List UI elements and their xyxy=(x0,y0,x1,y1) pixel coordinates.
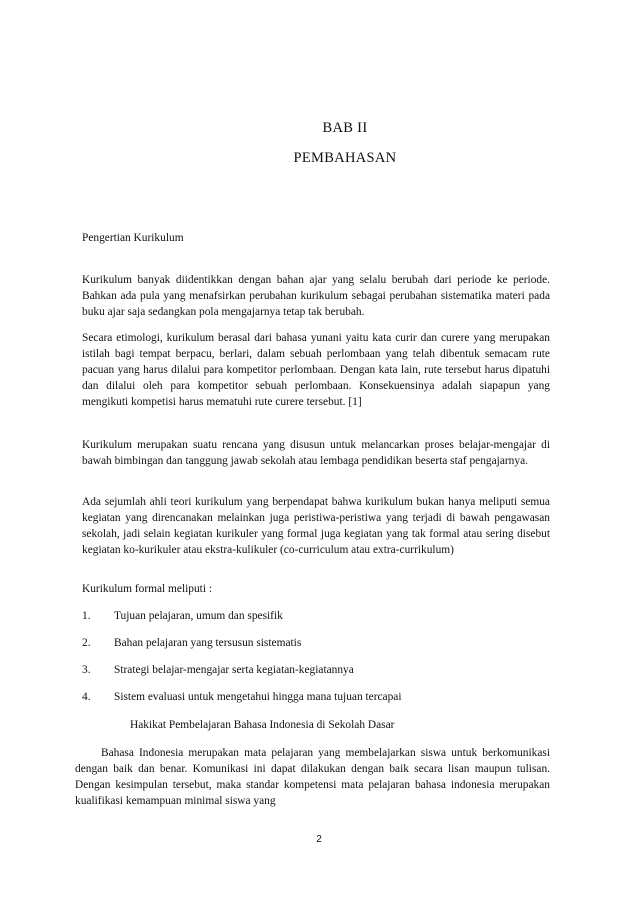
list-item-text: Strategi belajar-mengajar serta kegiatan-kegiatannya xyxy=(114,664,354,676)
list-item-number: 1. xyxy=(82,610,91,622)
list-item-number: 2. xyxy=(82,637,91,649)
paragraph-text: Secara etimologi, kurikulum berasal dari bahasa yunani yaitu kata curir dan curere yang merupakan istilah bagi tempat berpacu, berlari, dalam sebuah perlombaan yang telah dibentuk semacam rute pacuan yang harus dilalui para kompetitor perlombaan. Dengan kata lain, rute tersebut harus dipatuhi dan dilalui oleh para kompetitor sebuah perlombaan. Konsekuensinya adalah siapapun yang mengikuti kompetisi harus mematuhi rute curere tersebut. [1] xyxy=(82,332,550,408)
list-item xyxy=(82,662,550,678)
paragraph-definition xyxy=(82,272,550,320)
chapter-number: BAB II xyxy=(322,120,368,136)
paragraph-text: Ada sejumlah ahli teori kurikulum yang berpendapat bahwa kurikulum bukan hanya meliputi semua kegiatan yang direncanakan melainkan juga peristiwa-peristiwa yang terjadi di bawah pengawasan sekolah, jadi selain kegiatan kurikuler yang formal juga kegiatan yang tak formal atau sering disebut kegiatan ko-kurikuler atau ekstra-kulikuler (co-curriculum atau extra-currikulum) xyxy=(82,496,550,556)
paragraph-etymology xyxy=(82,330,550,410)
chapter-title: PEMBAHASAN xyxy=(293,150,397,166)
list-item xyxy=(82,635,550,651)
list-item-text: Bahan pelajaran yang tersusun sistematis xyxy=(114,637,302,649)
paragraph-text: Kurikulum banyak diidentikkan dengan bahan ajar yang selalu berubah dari periode ke periode. Bahkan ada pula yang menafsirkan perubahan kurikulum sebagai perubahan sistematika materi pada buku ajar saja sedangkan pola mengajarnya tetap tak berubah. xyxy=(82,274,550,318)
list-item xyxy=(82,689,550,705)
paragraph-text: Kurikulum merupakan suatu rencana yang disusun untuk melancarkan proses belajar-mengajar di bawah bimbingan dan tanggung jawab sekolah atau lembaga pendidikan beserta staf pengajarnya. xyxy=(82,439,550,467)
list-item-text: Sistem evaluasi untuk mengetahui hingga mana tujuan tercapai xyxy=(114,691,402,703)
list-intro: Kurikulum formal meliputi : xyxy=(82,583,213,595)
list-item xyxy=(82,608,550,624)
page-number: 2 xyxy=(316,834,322,845)
paragraph-text: Bahasa Indonesia merupakan mata pelajaran yang membelajarkan siswa untuk berkomunikasi dengan baik dan benar. Komunikasi ini dapat dilakukan dengan baik secara lisan maupun tulisan. Dengan kesimpulan tersebut, maka standar kompetensi mata pelajaran bahasa indonesia merupakan kualifikasi kemampuan minimal siswa yang xyxy=(75,747,550,807)
paragraph-plan xyxy=(82,437,550,469)
list-item-number: 3. xyxy=(82,664,91,676)
section-heading: Pengertian Kurikulum xyxy=(82,232,184,244)
paragraph-theory xyxy=(82,494,550,558)
list-item-number: 4. xyxy=(82,691,91,703)
subsection-heading: Hakikat Pembelajaran Bahasa Indonesia di Sekolah Dasar xyxy=(130,719,395,731)
list-item-text: Tujuan pelajaran, umum dan spesifik xyxy=(114,610,283,622)
paragraph-closing xyxy=(75,745,550,809)
